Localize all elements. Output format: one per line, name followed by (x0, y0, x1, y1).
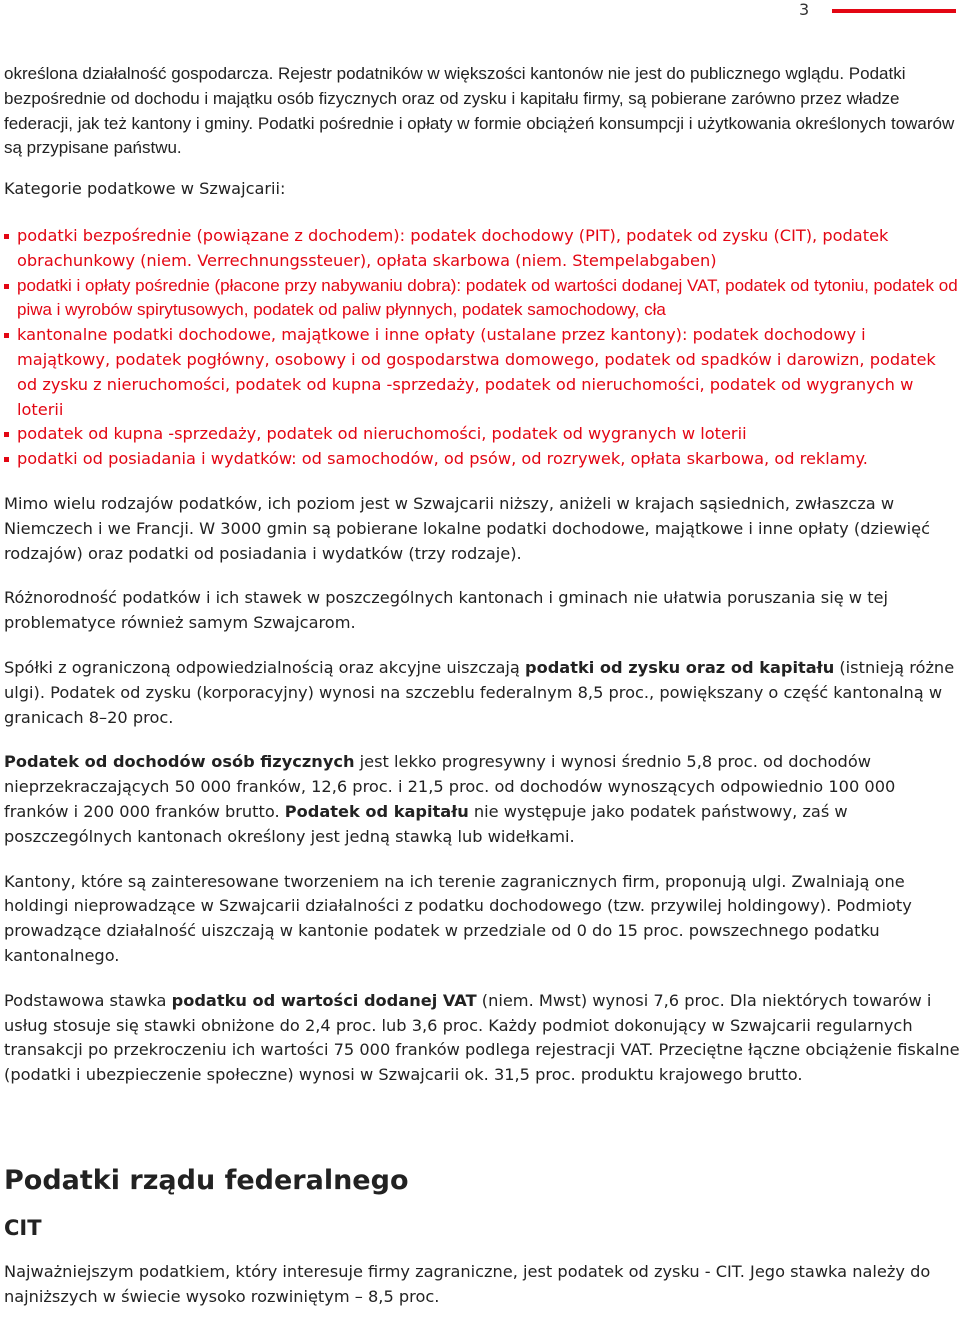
list-item-text: podatki i opłaty pośrednie (płacone przy nabywaniu dobra): podatek od wartości dodanej VAT, podatek od tytoniu, podatek od piwa i wyrobów spirytusowych, podatek od paliw płynnych, podatek samochodowy, cła (17, 275, 958, 320)
paragraph-cit: Najważniejszym podatkiem, który interesuje firmy zagraniczne, jest podatek od zysku - CIT. Jego stawka należy do najniższych w świecie wysoko rozwiniętym – 8,5 proc. (4, 1261, 931, 1306)
list-item-text: kantonalne podatki dochodowe, majątkowe i inne opłaty (ustalane przez kantony): podatek dochodowy i majątkowy, podatek pogłówny, osobowy i od gospodarstwa domowego, podatek od spadków i darowizn, podatek od zysku z nieruchomości, podatek od kupna -sprzedaży, podatek od nieruchomości, podatek od wygranych w loterii (17, 325, 936, 419)
paragraph-vat (4, 989, 960, 1088)
list-item (17, 323, 960, 422)
text-run: jest lekko progresywny i wynosi średnio 5,8 proc. od dochodów nieprzekraczających 50 000 franków, 12,6 proc. i 21,5 proc. od dochodów wynoszących odpowiednio 100 000 franków i 200 000 franków brutto. (4, 752, 896, 821)
text-run: Podstawowa stawka (4, 990, 172, 1010)
paragraph-personal-income (4, 750, 960, 849)
text-run: (istnieją różne ulgi). Podatek od zysku (korporacyjny) wynosi na szczeblu federalnym 8,5 proc., powiększany o część kantonalną w granicach 8–20 proc. (4, 657, 955, 727)
bold-text: Podatek od dochodów osób fizycznych (4, 752, 355, 772)
text-run: (niem. Mwst) wynosi 7,6 proc. Dla niektórych towarów i usług stosuje się stawki obniżone do 2,4 proc. lub 3,6 proc. Każdy podmiot dokonujący w Szwajcarii regularnych transakcji po przekroczeniu ich wartości 75 000 franków podlega rejestracji VAT. Przeciętne łączne obciążenie fiskalne (podatki i ubezpieczenie społeczne) wynosi w Szwajcarii ok. 31,5 proc. produktu krajowego brutto. (4, 990, 960, 1085)
section-heading: Podatki rządu federalnego (4, 1164, 409, 1196)
document-body (4, 62, 960, 1329)
bullet-icon (4, 333, 9, 338)
bold-text: podatku od wartości dodanej VAT (171, 990, 477, 1010)
list-item (17, 274, 960, 324)
sub-heading: CIT (4, 1215, 42, 1240)
list-item (17, 447, 960, 472)
categories-heading: Kategorie podatkowe w Szwajcarii: (4, 179, 286, 199)
list-item (17, 224, 960, 274)
bullet-icon (4, 234, 9, 239)
page-number: 3 (799, 0, 810, 19)
list-item-text: podatki bezpośrednie (powiązane z dochodem): podatek dochodowy (PIT), podatek od zysku (CIT), podatek obrachunkowy (niem. Verrechnungssteuer), opłata skarbowa (niem. Stempelabgaben) (17, 225, 889, 270)
bullet-icon (4, 432, 9, 437)
paragraph-tax-diversity: Różnorodność podatków i ich stawek w poszczególnych kantonach i gminach nie ułatwia poruszania się w tej problematyce również samym Szwajcarom. (4, 588, 888, 633)
bold-text: Podatek od kapitału (284, 801, 469, 821)
bullet-icon (4, 284, 9, 289)
paragraph-tax-levels: Mimo wielu rodzajów podatków, ich poziom jest w Szwajcarii niższy, aniżeli w krajach sąsiednich, zwłaszcza w Niemczech i we Francji. W 3000 gmin są pobierane lokalne podatki dochodowe, majątkowe i inne opłaty (dziewięć rodzajów) oraz podatki od posiadania i wydatków (trzy rodzaje). (4, 493, 931, 563)
intro-paragraph (4, 62, 960, 161)
bullet-icon (4, 457, 9, 462)
list-item (17, 422, 960, 447)
paragraph-cantons: Kantony, które są zainteresowane tworzeniem na ich terenie zagranicznych firm, proponują ulgi. Zwalniają one holdingi nieprowadzące w Szwajcarii działalności z podatku dochodowego (tzw. przywilej holdingowy). Podmioty prowadzące działalność uiszczają w kantonie podatek w przedziale od 0 do 15 proc. powszechnego podatku kantonalnego. (4, 871, 912, 965)
text-run: Spółki z ograniczoną odpowiedzialnością oraz akcyjne uiszczają (4, 657, 525, 677)
tax-categories-list (4, 224, 960, 472)
list-item-text: podatek od kupna -sprzedaży, podatek od nieruchomości, podatek od wygranych w loterii (17, 424, 747, 444)
text-run: nie występuje jako podatek państwowy, zaś w poszczególnych kantonach określony jest jedną stawką lub widełkami. (4, 801, 848, 846)
list-item-text: podatki od posiadania i wydatków: od samochodów, od psów, od rozrywek, opłata skarbowa, od reklamy. (17, 449, 868, 469)
paragraph-companies (4, 656, 960, 730)
intro-text-b: Podatki pośrednie i opłaty w formie obciążeń konsumpcji i użytkowania określonych towarów są przypisane państwu. (4, 113, 955, 158)
bold-text: podatki od zysku oraz od kapitału (524, 657, 835, 677)
intro-text-a: określona działalność gospodarcza. Rejestr podatników w większości kantonów nie jest do publicznego wglądu. Podatki bezpośrednie od dochodu i majątku osób fizycznych oraz od zysku i kapitału firmy, są pobierane zarówno przez władze federacji, jak też kantony i gminy. (4, 64, 906, 133)
header-accent-bar (832, 9, 956, 13)
